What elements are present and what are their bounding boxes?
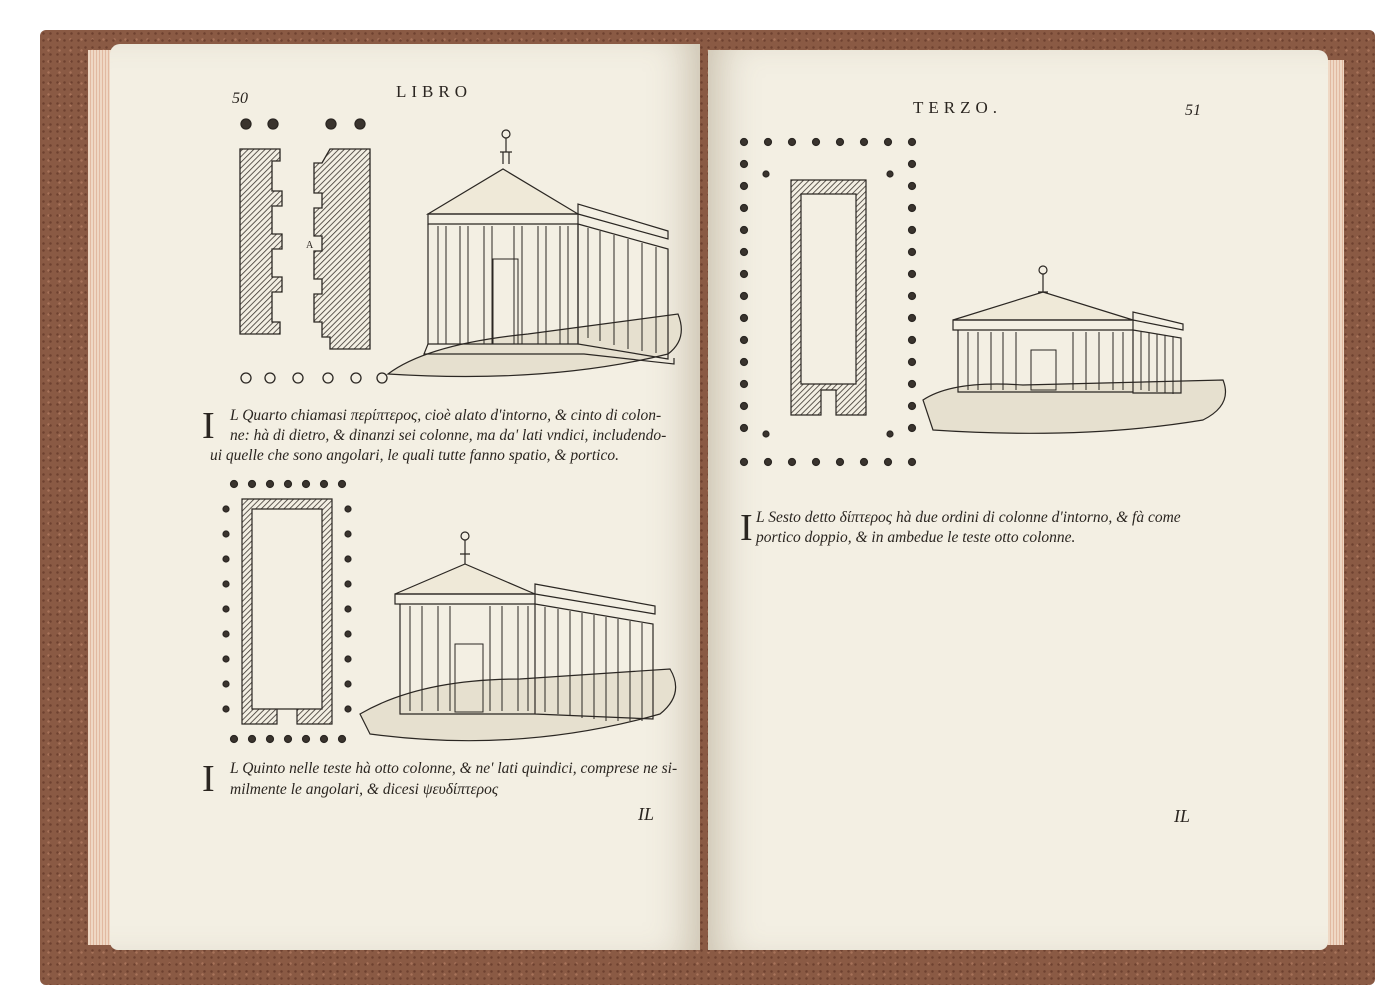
paragraph-line: milmente le angolari, & dicesi ψευδίπτερος [230, 781, 499, 798]
left-page [110, 44, 700, 950]
paragraph-line: L Quarto chiamasi περίπτερος, cioè alato d'intorno, & cinto di colon- [230, 407, 662, 424]
running-head: TERZO. [913, 98, 1003, 117]
catchword: IL [1174, 806, 1191, 826]
dropcap: I [202, 758, 215, 800]
peripteros-temple-elevation [388, 104, 688, 394]
running-head: LIBRO [396, 82, 472, 101]
dropcap: I [740, 507, 753, 549]
pseudodipteros-plan-figure [222, 474, 352, 754]
pseudodipteros-temple-elevation [360, 514, 690, 764]
right-page [708, 50, 1328, 950]
paragraph-line: portico doppio, & in ambedue le teste otto colonne. [756, 529, 1076, 546]
catchword: IL [638, 804, 655, 824]
paragraph-line: ne: hà di dietro, & dinanzi sei colonne, ma da' lati vndici, includendo- [230, 427, 667, 444]
figure-label-a: A [306, 240, 314, 251]
peripteros-plan-figure [230, 116, 390, 386]
dropcap: I [202, 405, 215, 447]
dipteros-temple-elevation [923, 240, 1233, 450]
paragraph-line: ui quelle che sono angolari, le quali tutte fanno spatio, & portico. [210, 447, 619, 464]
paragraph-line: L Sesto detto δίπτερος hà due ordini di colonne d'intorno, & fà come [756, 509, 1181, 526]
paragraph-line: L Quinto nelle teste hà otto colonne, & ne' lati quindici, comprese ne si- [230, 760, 678, 777]
page-number: 50 [232, 90, 248, 107]
page-number: 51 [1185, 102, 1201, 119]
dipteros-plan-figure [736, 134, 926, 474]
